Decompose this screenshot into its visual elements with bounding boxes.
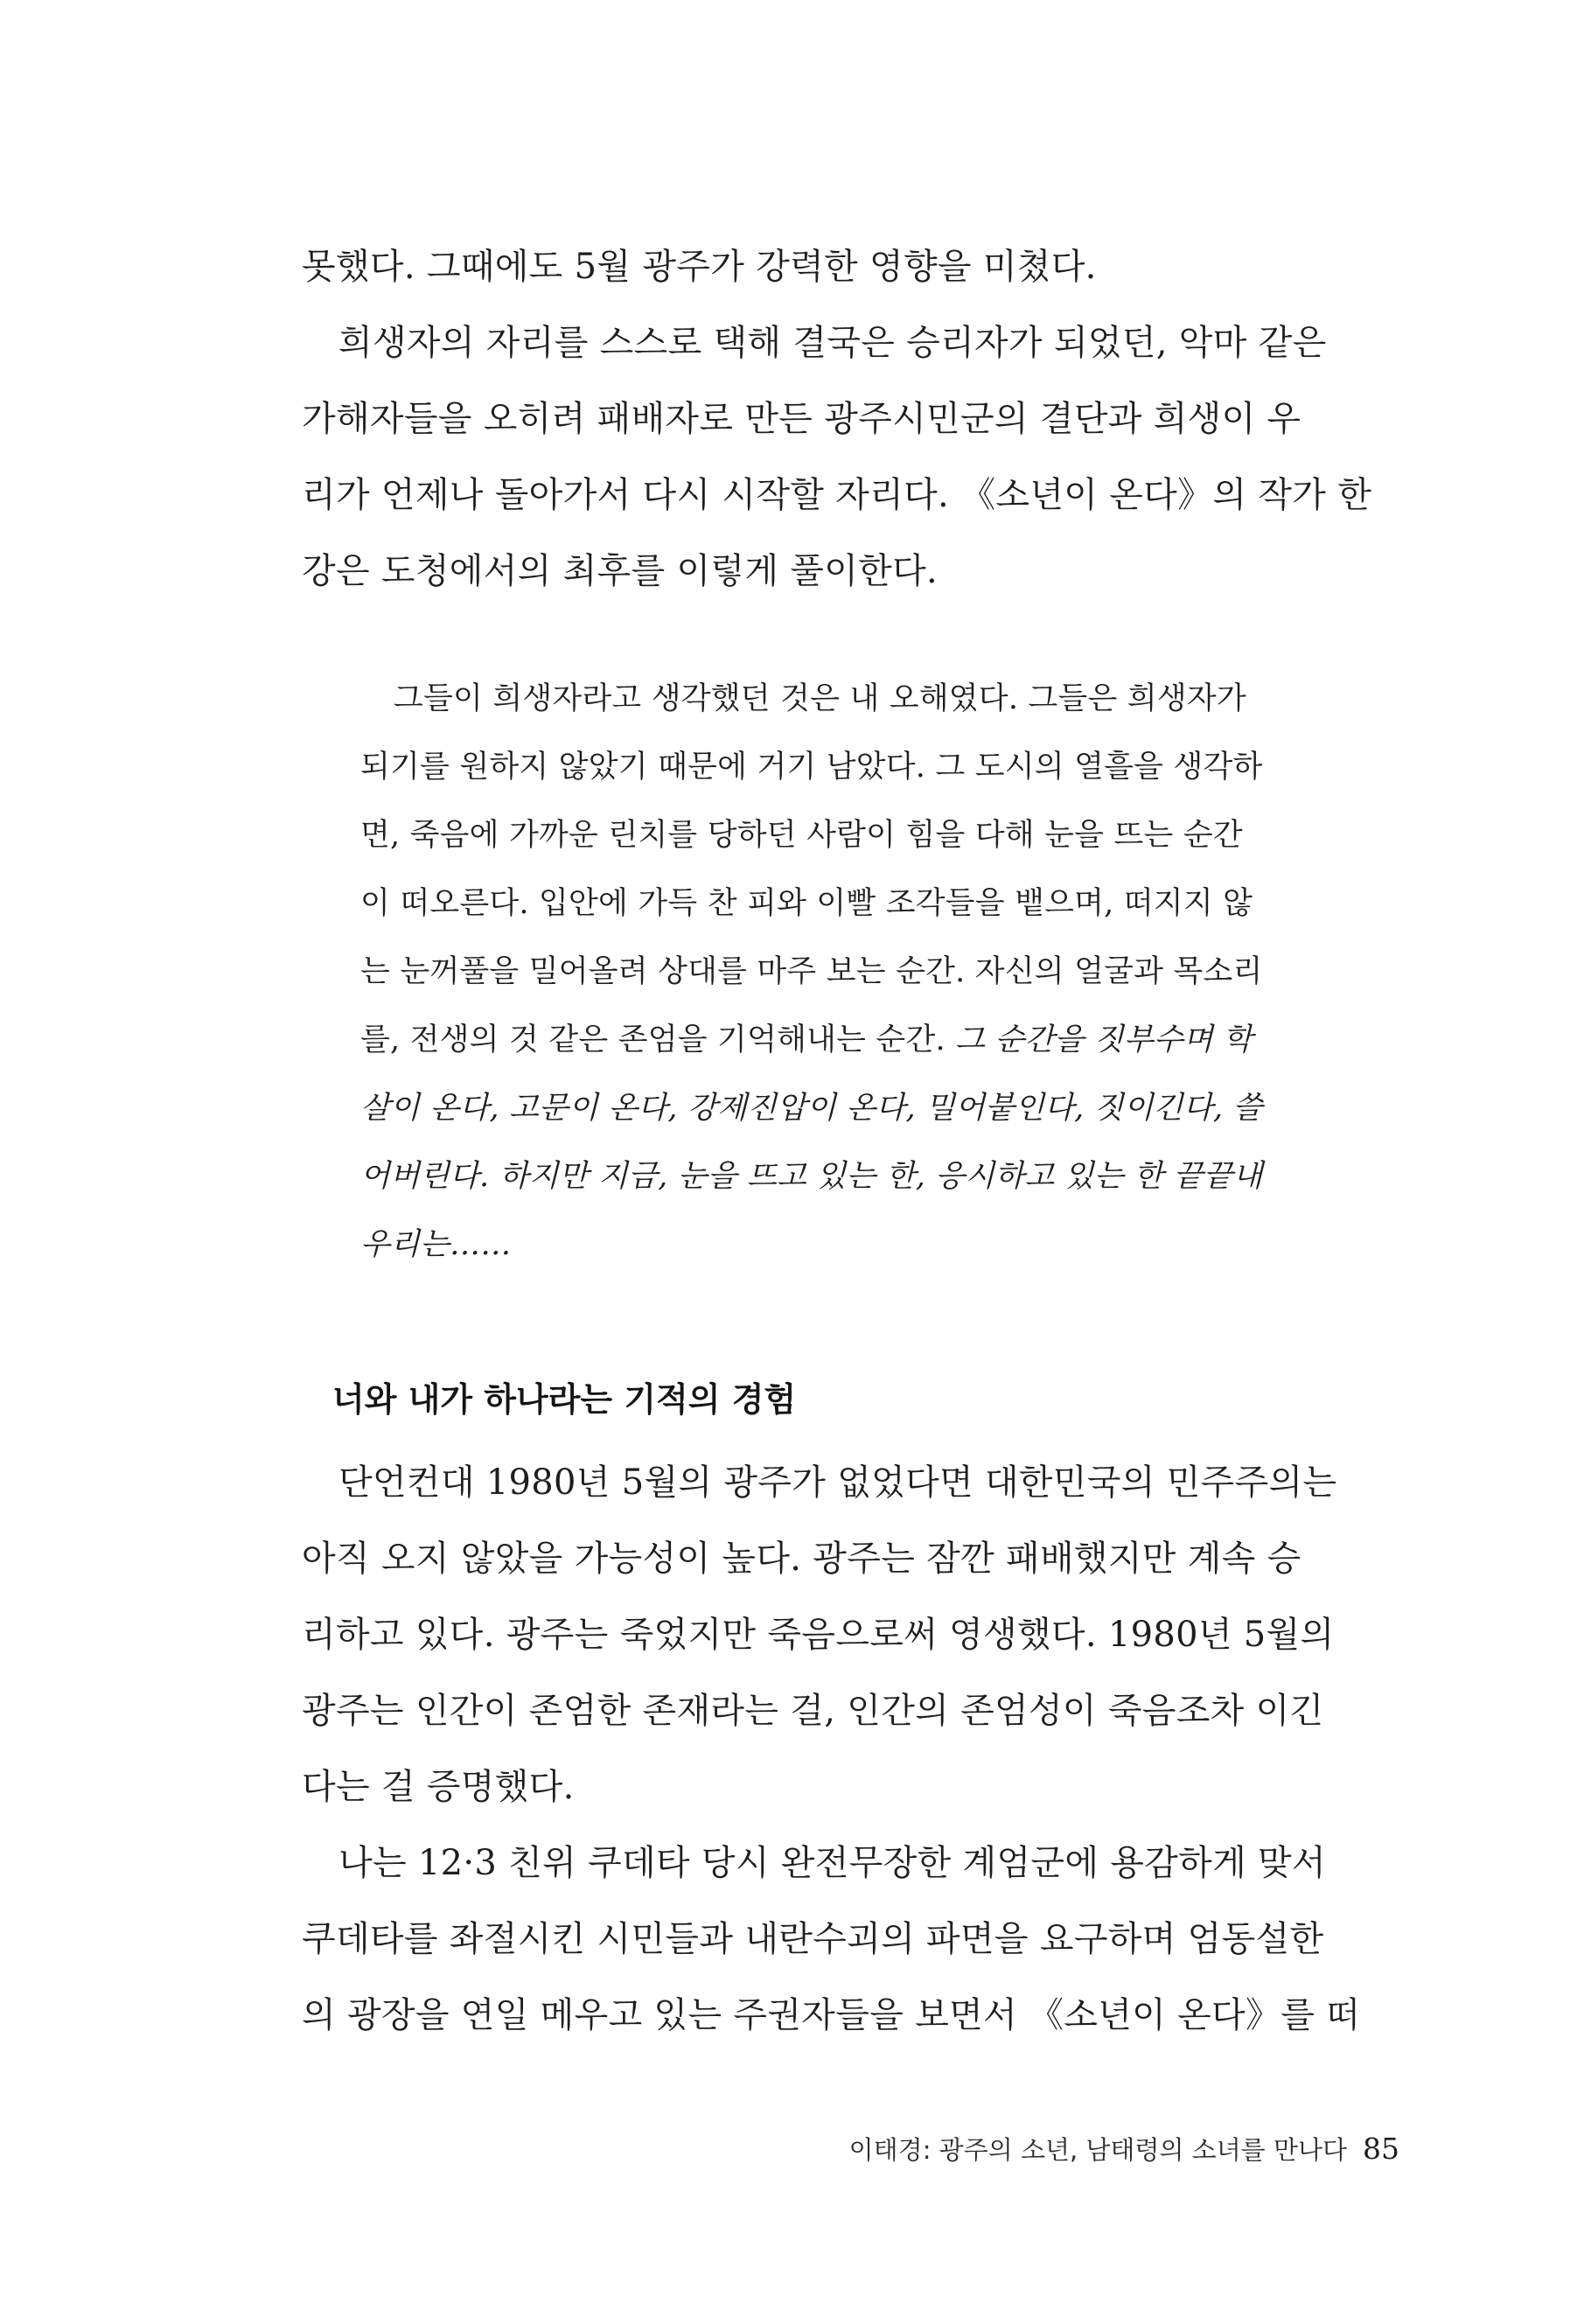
page-footer [849,2127,1399,2172]
page-number: 85 [1363,2132,1399,2166]
text-line: 다는 걸 증명했다. [302,1767,575,1807]
quote-line-italic: 어버린다. 하지만 지금, 눈을 뜨고 있는 한, 응시하고 있는 한 끝끝내 [360,1159,1263,1194]
quote-line-italic-part: 그 순간을 짓부수며 학 [955,1022,1253,1057]
text-line: 희생자의 자리를 스스로 택해 결국은 승리자가 되었던, 악마 같은 [338,323,1327,363]
text-line: 리하고 있다. 광주는 죽었지만 죽음으로써 영생했다. 1980년 5월의 [302,1615,1335,1655]
block-quote [360,665,1357,1279]
text-line: 가해자들을 오히려 패배자로 만든 광주시민군의 결단과 희생이 우 [302,399,1301,439]
text-line: 광주는 인간이 존엄한 존재라는 걸, 인간의 존엄성이 죽음조차 이긴 [302,1691,1324,1731]
text-line: 강은 도청에서의 최후를 이렇게 풀이한다. [302,551,939,591]
quote-line: 그들이 희생자라고 생각했던 것은 내 오해였다. 그들은 희생자가 [394,681,1246,716]
quote-line-italic: 살이 온다, 고문이 온다, 강제진압이 온다, 밀어붙인다, 짓이긴다, 쓸 [360,1091,1263,1126]
quote-line-italic: 우리는…… [360,1227,512,1262]
text-line: 나는 12·3 친위 쿠데타 당시 완전무장한 계엄군에 용감하게 맞서 [338,1843,1326,1883]
text-line: 아직 오지 않았을 가능성이 높다. 광주는 잠깐 패배했지만 계속 승 [302,1539,1301,1579]
text-line: 의 광장을 연일 메우고 있는 주권자들을 보면서 《소년이 온다》를 떠 [302,1995,1361,2035]
running-title: 이태경: 광주의 소년, 남태령의 소녀를 만나다 [848,2135,1347,2165]
quote-line-normal-part: 를, 전생의 것 같은 존엄을 기억해내는 순간. [360,1022,956,1057]
quote-line: 면, 죽음에 가까운 린치를 당하던 사람이 힘을 다해 눈을 뜨는 순간 [360,818,1243,853]
text-line: 못했다. 그때에도 5월 광주가 강력한 영향을 미쳤다. [302,247,1097,287]
quote-line: 되기를 원하지 않았기 때문에 거기 남았다. 그 도시의 열흘을 생각하 [360,750,1263,785]
text-line: 쿠데타를 좌절시킨 시민들과 내란수괴의 파면을 요구하며 엄동설한 [302,1919,1324,1959]
quote-line: 이 떠오른다. 입안에 가득 찬 피와 이빨 조각들을 뱉으며, 떠지지 않 [360,886,1253,921]
quote-line-mixed [360,1006,1357,1074]
text-line: 단언컨대 1980년 5월의 광주가 없었다면 대한민국의 민주주의는 [338,1462,1337,1503]
section-heading: 너와 내가 하나라는 기적의 경험 [332,1380,797,1419]
quote-line: 는 눈꺼풀을 밀어올려 상대를 마주 보는 순간. 자신의 얼굴과 목소리 [360,954,1263,989]
text-line: 리가 언제나 돌아가서 다시 시작할 자리다. 《소년이 온다》의 작가 한 [302,475,1372,515]
body-text-bottom [302,1445,1395,2054]
body-text-top [302,229,1395,610]
